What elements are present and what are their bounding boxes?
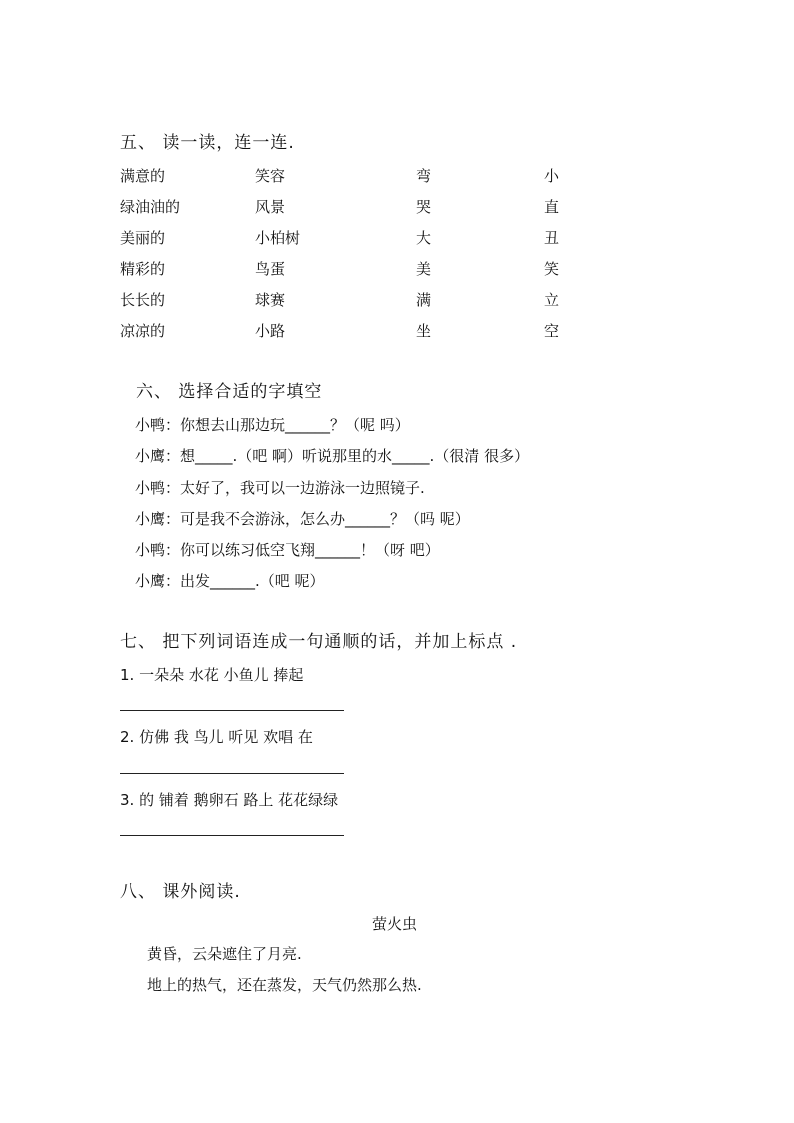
- table-cell: 坐: [416, 322, 432, 340]
- table-cell: 小路: [255, 322, 286, 340]
- table-cell: 大: [416, 229, 432, 247]
- table-cell: 小柏树: [255, 229, 301, 247]
- table-cell: 绿油油的: [120, 198, 181, 216]
- table-cell: 笑容: [255, 167, 286, 185]
- dialogue-line: 小鸭：太好了，我可以一边游泳一边照镜子.: [135, 479, 425, 497]
- table-cell: 风景: [255, 198, 286, 216]
- table-cell: 凉凉的: [120, 322, 166, 340]
- table-cell: 直: [544, 198, 560, 216]
- dialogue-line: 小鸭：你可以练习低空飞翔______！（呀 吧）: [135, 541, 440, 559]
- dialogue-line: 小鸭：你想去山那边玩______？（呢 吗）: [135, 416, 410, 434]
- dialogue-line: 小鹰：可是我不会游泳，怎么办______？（吗 呢）: [135, 510, 470, 528]
- table-cell: 弯: [416, 167, 432, 185]
- story-title: 萤火虫: [372, 915, 418, 933]
- story-paragraph: 黄昏，云朵遮住了月亮.: [147, 945, 302, 963]
- word-group: 3. 的 铺着 鹅卵石 路上 花花绿绿: [120, 791, 339, 809]
- answer-line: [120, 835, 344, 836]
- section-7-title: 七、 把下列词语连成一句通顺的话，并加上标点 .: [120, 632, 518, 652]
- word-group: 2. 仿佛 我 鸟儿 听见 欢唱 在: [120, 728, 313, 746]
- section-8-title: 八、 课外阅读.: [120, 882, 241, 902]
- dialogue-line: 小鹰：出发______.（吧 呢）: [135, 572, 325, 590]
- table-cell: 精彩的: [120, 260, 166, 278]
- dialogue-line: 小鹰：想_____.（吧 啊）听说那里的水_____.（很清 很多）: [135, 447, 530, 465]
- table-cell: 球赛: [255, 291, 286, 309]
- table-cell: 鸟蛋: [255, 260, 286, 278]
- section-5-title: 五、 读一读，连一连.: [120, 133, 295, 153]
- story-paragraph: 地上的热气，还在蒸发，天气仍然那么热.: [147, 976, 422, 994]
- table-cell: 哭: [416, 198, 432, 216]
- word-group: 1. 一朵朵 水花 小鱼儿 捧起: [120, 666, 304, 684]
- table-cell: 长长的: [120, 291, 166, 309]
- answer-line: [120, 773, 344, 774]
- table-cell: 美丽的: [120, 229, 166, 247]
- table-cell: 立: [544, 291, 560, 309]
- section-6-title: 六、 选择合适的字填空: [136, 382, 323, 402]
- table-cell: 丑: [544, 229, 560, 247]
- table-cell: 满: [416, 291, 432, 309]
- table-cell: 笑: [544, 260, 560, 278]
- table-cell: 满意的: [120, 167, 166, 185]
- table-cell: 美: [416, 260, 432, 278]
- table-cell: 小: [544, 167, 560, 185]
- table-cell: 空: [544, 322, 560, 340]
- answer-line: [120, 710, 344, 711]
